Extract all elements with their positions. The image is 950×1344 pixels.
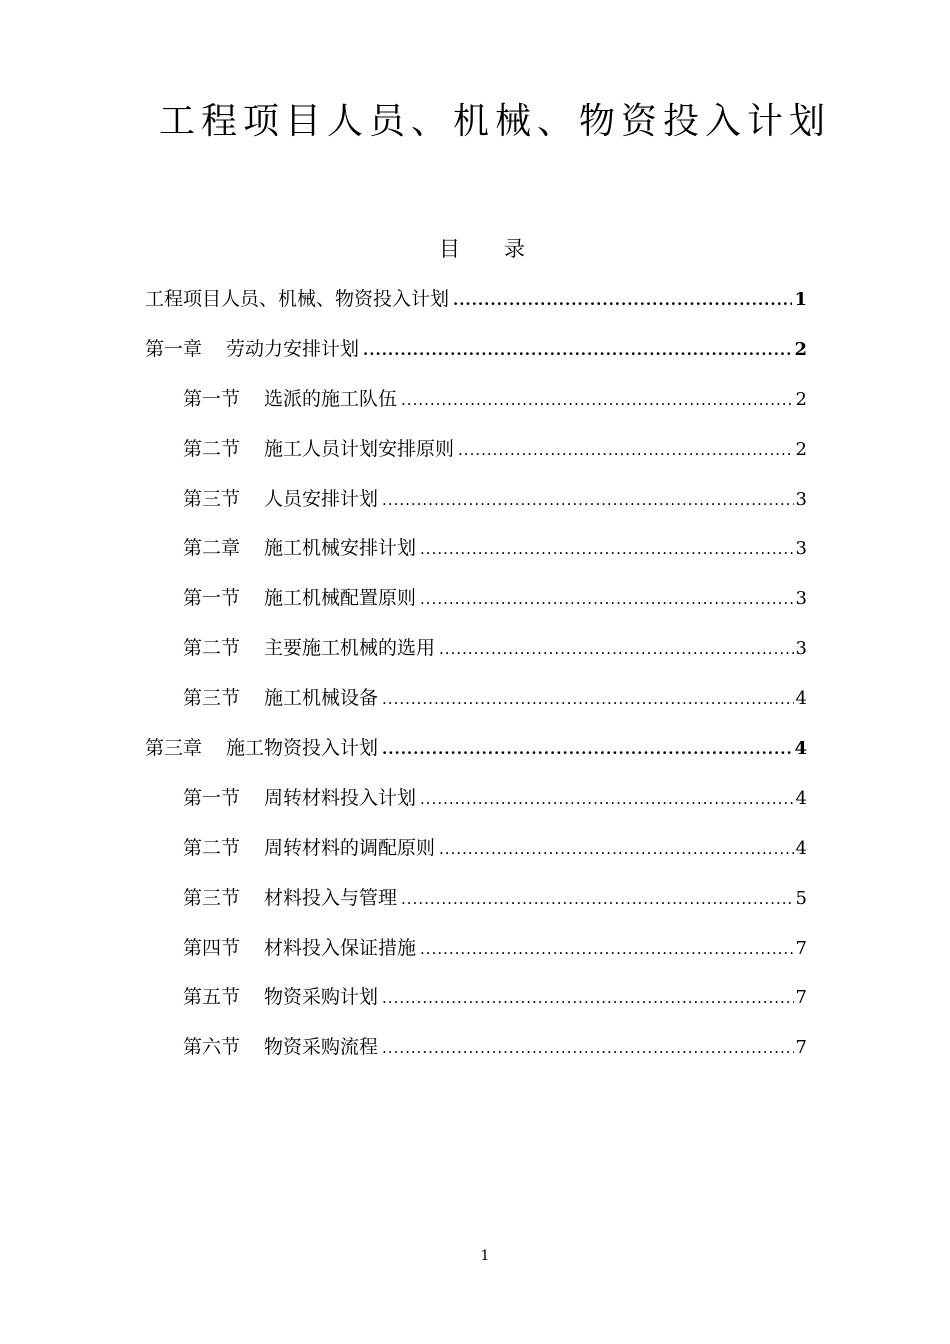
toc-entry-page: 7 xyxy=(795,1037,807,1059)
toc-entry-title: 劳动力安排计划 xyxy=(226,337,360,360)
toc-entry-title: 周转材料的调配原则 xyxy=(264,836,436,859)
toc-entry-section[interactable] xyxy=(145,682,807,732)
toc-entry-section[interactable] xyxy=(145,632,807,682)
toc-entry-page: 4 xyxy=(795,688,807,710)
toc-leader-dots xyxy=(401,883,794,915)
toc-entry-page: 1 xyxy=(794,289,807,310)
toc-entry-title: 工程项目人员、机械、物资投入计划 xyxy=(145,288,450,310)
toc-entry-title: 主要施工机械的选用 xyxy=(264,637,436,660)
toc-entry-title: 物资采购流程 xyxy=(264,1036,379,1059)
toc-entry-number: 第六节 xyxy=(183,1036,241,1059)
toc-entry-number: 第二章 xyxy=(183,537,241,560)
toc-entry-title: 人员安排计划 xyxy=(264,487,379,510)
toc-entry-section[interactable] xyxy=(145,1031,807,1081)
toc-entry-number: 第二节 xyxy=(183,836,241,859)
toc-entry-number: 第三节 xyxy=(183,886,241,909)
toc-entry-section[interactable] xyxy=(145,582,807,632)
document-title: 工程项目人员、机械、物资投入计划 xyxy=(158,101,831,142)
toc-entry-title: 选派的施工队伍 xyxy=(264,387,398,410)
toc-leader-dots xyxy=(453,284,792,316)
toc-leader-dots xyxy=(401,384,794,416)
toc-leader-dots xyxy=(420,933,794,965)
toc-leader-dots xyxy=(420,583,794,615)
toc-entry-number: 第一节 xyxy=(183,786,241,809)
toc-entry-number: 第五节 xyxy=(183,986,241,1009)
toc-entry-title: 施工物资投入计划 xyxy=(226,737,379,760)
toc-entry-page: 2 xyxy=(795,388,807,410)
toc-entry-title: 施工机械配置原则 xyxy=(264,587,417,610)
toc-entry-page: 4 xyxy=(795,787,807,809)
table-of-contents xyxy=(145,283,807,1081)
toc-leader-dots xyxy=(382,1032,794,1064)
toc-entry-chapter-2[interactable] xyxy=(145,532,807,582)
toc-leader-dots xyxy=(363,334,792,366)
toc-entry-page: 7 xyxy=(795,987,807,1009)
toc-entry-title: 施工机械安排计划 xyxy=(264,537,417,560)
toc-entry-number: 第三章 xyxy=(145,737,203,760)
toc-entry-number: 第二节 xyxy=(183,437,241,460)
toc-entry-number: 第一章 xyxy=(145,337,203,360)
toc-leader-dots xyxy=(439,833,794,865)
toc-entry-document[interactable] xyxy=(145,283,807,333)
toc-entry-section[interactable] xyxy=(145,782,807,832)
toc-leader-dots xyxy=(458,434,794,466)
toc-entry-title: 周转材料投入计划 xyxy=(264,786,417,809)
toc-entry-section[interactable] xyxy=(145,981,807,1031)
toc-entry-section[interactable] xyxy=(145,483,807,533)
toc-leader-dots xyxy=(382,683,794,715)
toc-leader-dots xyxy=(382,733,792,765)
toc-entry-title: 材料投入与管理 xyxy=(264,886,398,909)
toc-entry-page: 4 xyxy=(795,837,807,859)
toc-entry-chapter-1[interactable] xyxy=(145,333,807,383)
toc-entry-title: 施工人员计划安排原则 xyxy=(264,437,455,460)
toc-entry-number: 第三节 xyxy=(183,487,241,510)
toc-entry-page: 4 xyxy=(794,738,807,760)
toc-entry-section[interactable] xyxy=(145,932,807,982)
toc-entry-number: 第四节 xyxy=(183,936,241,959)
toc-entry-title: 物资采购计划 xyxy=(264,986,379,1009)
toc-leader-dots xyxy=(382,484,794,516)
toc-entry-section[interactable] xyxy=(145,383,807,433)
toc-entry-page: 5 xyxy=(795,887,807,909)
toc-entry-page: 3 xyxy=(795,588,807,610)
toc-entry-number: 第二节 xyxy=(183,637,241,660)
toc-leader-dots xyxy=(420,533,794,565)
toc-entry-number: 第一节 xyxy=(183,587,241,610)
toc-entry-section[interactable] xyxy=(145,882,807,932)
toc-entry-page: 7 xyxy=(795,937,807,959)
toc-heading-right: 录 xyxy=(504,237,525,261)
toc-entry-page: 2 xyxy=(795,438,807,460)
toc-entry-page: 2 xyxy=(794,338,807,360)
toc-heading-left: 目 xyxy=(439,237,460,261)
toc-entry-title: 材料投入保证措施 xyxy=(264,936,417,959)
toc-entry-title: 施工机械设备 xyxy=(264,687,379,710)
toc-entry-page: 3 xyxy=(795,538,807,560)
toc-leader-dots xyxy=(439,633,794,665)
toc-leader-dots xyxy=(420,783,794,815)
toc-entry-section[interactable] xyxy=(145,832,807,882)
page-number: 1 xyxy=(480,1248,490,1264)
toc-entry-section[interactable] xyxy=(145,433,807,483)
toc-heading xyxy=(0,234,950,264)
toc-entry-page: 3 xyxy=(795,638,807,660)
toc-entry-number: 第三节 xyxy=(183,687,241,710)
toc-entry-number: 第一节 xyxy=(183,387,241,410)
toc-leader-dots xyxy=(382,982,794,1014)
toc-entry-page: 3 xyxy=(795,488,807,510)
toc-entry-chapter-3[interactable] xyxy=(145,732,807,782)
